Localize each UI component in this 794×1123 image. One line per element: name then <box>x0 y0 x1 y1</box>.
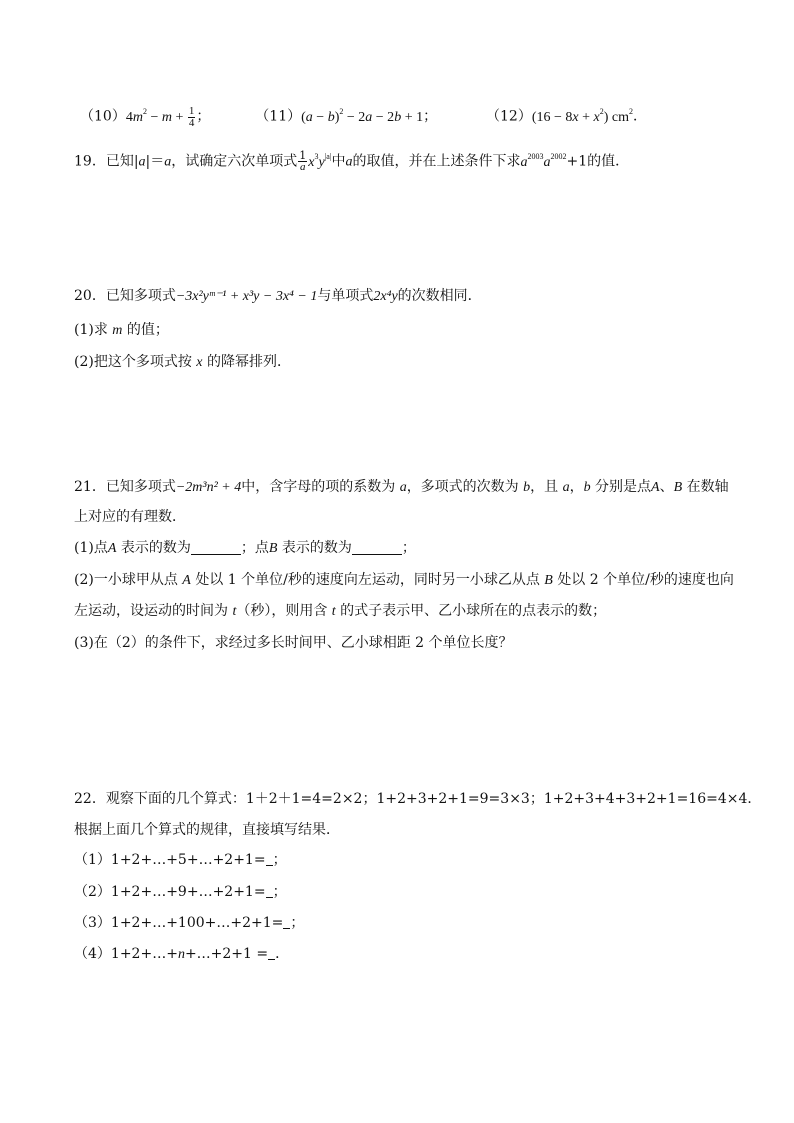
question-19: 19．已知|a|＝a，试确定六次单项式 $\frac{1}{a}$ $x^3y^{|a|}$中a的取值，并在上述条件下求$a^{2003}a^{2002}+1$的值． <box>74 149 630 173</box>
q22-item-3: （3）1+2+…+100+…+2+1= ； <box>74 915 305 931</box>
q21-number: 21． <box>74 479 106 495</box>
item11-expression: $(a - b)^2 - 2a - 2b + 1$ <box>301 106 424 125</box>
q20-monomial: 2x⁴y <box>373 289 398 304</box>
q22-instruction: 根据上面几个算式的规律，直接填写结果． <box>74 822 340 838</box>
q21-sub1: (1)点A 表示的数为 ；点B 表示的数为 ； <box>74 540 416 556</box>
q21-polynomial: −2m³n² + 4 <box>175 480 242 495</box>
unit-cm: cm <box>611 109 630 125</box>
item10-expression: $4m^2 - m$ + $\frac{1}{4}$ <box>125 105 195 129</box>
q19-power-expression: $a^{2003}a^{2002}$ <box>520 151 567 170</box>
q19-number: 19． <box>74 153 106 170</box>
q21-sub3: (3)在（2）的条件下，求经过多长时间甲、乙小球相距 2 个单位长度？ <box>74 635 513 651</box>
item11-number: （11） <box>255 108 302 125</box>
q19-monomial: $x^3y^{|a|}$ <box>308 151 332 170</box>
q20-polynomial: −3x²yᵐ⁻¹ + x³y − 3x⁴ − 1 <box>175 289 318 304</box>
answer-blank-1[interactable] <box>266 853 273 866</box>
q18-items-line: $(10)4m^2 - m$ + $\frac{1}{4}$ ； $(11)(a - b)^2 - 2a - 2b + 1$； $(12)(16 - 8x + x^2)$ $cm^2$． <box>80 105 648 129</box>
q21-line2: 上对应的有理数． <box>74 509 186 525</box>
q22-item-2: （2）1+2+…+9+…+2+1= ； <box>74 884 287 900</box>
question-21: 21．已知多项式−2m³n² + 4中，含字母的项的系数为 a，多项式的次数为 b，且 a，b 分别是点A、B 在数轴 <box>74 479 729 495</box>
item12-expression: $(16 - 8x + x^2)$ $cm^2$ <box>531 106 634 125</box>
item10-number: （10） <box>80 108 126 125</box>
fraction-one-quarter: $\frac{1}{4}$ <box>188 105 195 129</box>
q20-sub2: (2)把这个多项式按 x 的降幂排列． <box>74 354 291 370</box>
question-20: 20．已知多项式−3x²yᵐ⁻¹ + x³y − 3x⁴ − 1与单项式2x⁴y的次数相同． <box>74 288 482 304</box>
q19-fraction: $\frac{1}{a}$ <box>299 149 307 173</box>
question-22 <box>74 789 761 809</box>
answer-blank-2[interactable] <box>266 885 273 898</box>
q20-number: 20． <box>74 288 106 304</box>
q22-number: 22． <box>74 791 106 807</box>
answer-blank-B[interactable] <box>352 540 402 555</box>
q22-item-1: （1）1+2+…+5+…+2+1= ； <box>74 852 287 868</box>
q22-intro: 观察下面的几个算式：1＋2＋1=4=2×2；1+2+3+2+1=9=3×3；1+2+3+4+3+2+1=16=4×4． <box>105 791 762 807</box>
answer-blank-A[interactable] <box>191 540 241 555</box>
q22-item-4: （4）1+2+…+n+…+2+1 = ． <box>74 946 290 962</box>
item12-number: （12） <box>486 108 532 125</box>
q20-sub1: (1)求 m 的值； <box>74 322 169 338</box>
q21-sub2-line2: 左运动，设运动的时间为 t（秒），则用含 t 的式子表示甲、乙小球所在的点表示的数； <box>74 603 607 619</box>
q21-sub2-line1: (2)一小球甲从点 A 处以 1 个单位/秒的速度向左运动，同时另一小球乙从点 B 处以 2 个单位/秒的速度也向 <box>74 572 734 588</box>
